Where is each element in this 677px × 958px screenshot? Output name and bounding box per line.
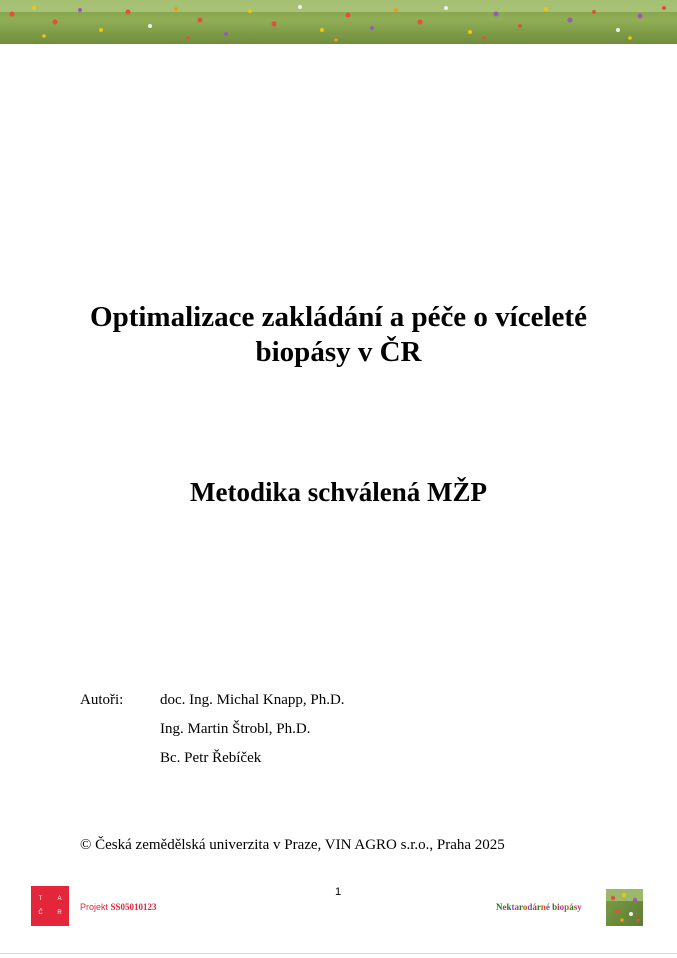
brand-word-2 [552,902,582,912]
flower-thumbnail-icon [606,889,643,926]
brand-letter: y [577,902,582,912]
document-title [40,300,637,370]
author-name: doc. Ing. Michal Knapp, Ph.D. [160,692,345,708]
author-name: Bc. Petr Řebíček [160,750,262,766]
tacr-logo-letter: T [38,896,43,902]
brand-letter: b [552,902,558,912]
brand-letter: r [536,902,541,912]
brand-letter: i [557,902,560,912]
header-flower-banner [0,0,677,44]
brand-word-1 [496,902,550,912]
tacr-logo-letter: R [57,910,62,916]
brand-letter: t [511,902,515,912]
tacr-logo-letter: A [57,896,62,902]
brand-name [496,902,582,912]
brand-letter: e [502,902,507,912]
project-code: SS05010123 [110,902,157,912]
title-line-2: biopásy v ČR [255,336,422,368]
brand-letter: N [496,902,503,912]
document-subtitle: Metodika schválená MŽP [190,477,487,507]
authors-list [160,690,345,777]
brand-letter: s [573,902,578,912]
project-prefix: Projekt [80,902,111,912]
author-name: Ing. Martin Štrobl, Ph.D. [160,721,311,737]
title-line-1: Optimalizace zakládání a péče o víceleté [90,301,587,333]
brand-letter: o [522,902,528,912]
page-bottom-divider [0,953,677,954]
brand-letter: é [545,902,550,912]
brand-letter: a [514,902,520,912]
brand-letter: k [506,902,512,912]
copyright-notice: © Česká zemědělská univerzita v Praze, VIN AGRO s.r.o., Praha 2025 [80,837,505,853]
brand-letter: á [569,902,574,912]
authors-label: Autoři: [80,692,124,708]
brand-letter: r [519,902,523,912]
brand-letter: p [564,902,570,912]
page-number: 1 [334,886,342,898]
tacr-logo [31,886,69,926]
project-label [80,902,157,912]
tacr-logo-letter: Č [38,910,43,916]
flower-meadow-image [0,0,677,44]
brand-logo-image [606,889,643,926]
brand-letter: o [559,902,565,912]
brand-letter: á [532,902,537,912]
brand-letter: d [527,902,533,912]
brand-letter: n [540,902,546,912]
